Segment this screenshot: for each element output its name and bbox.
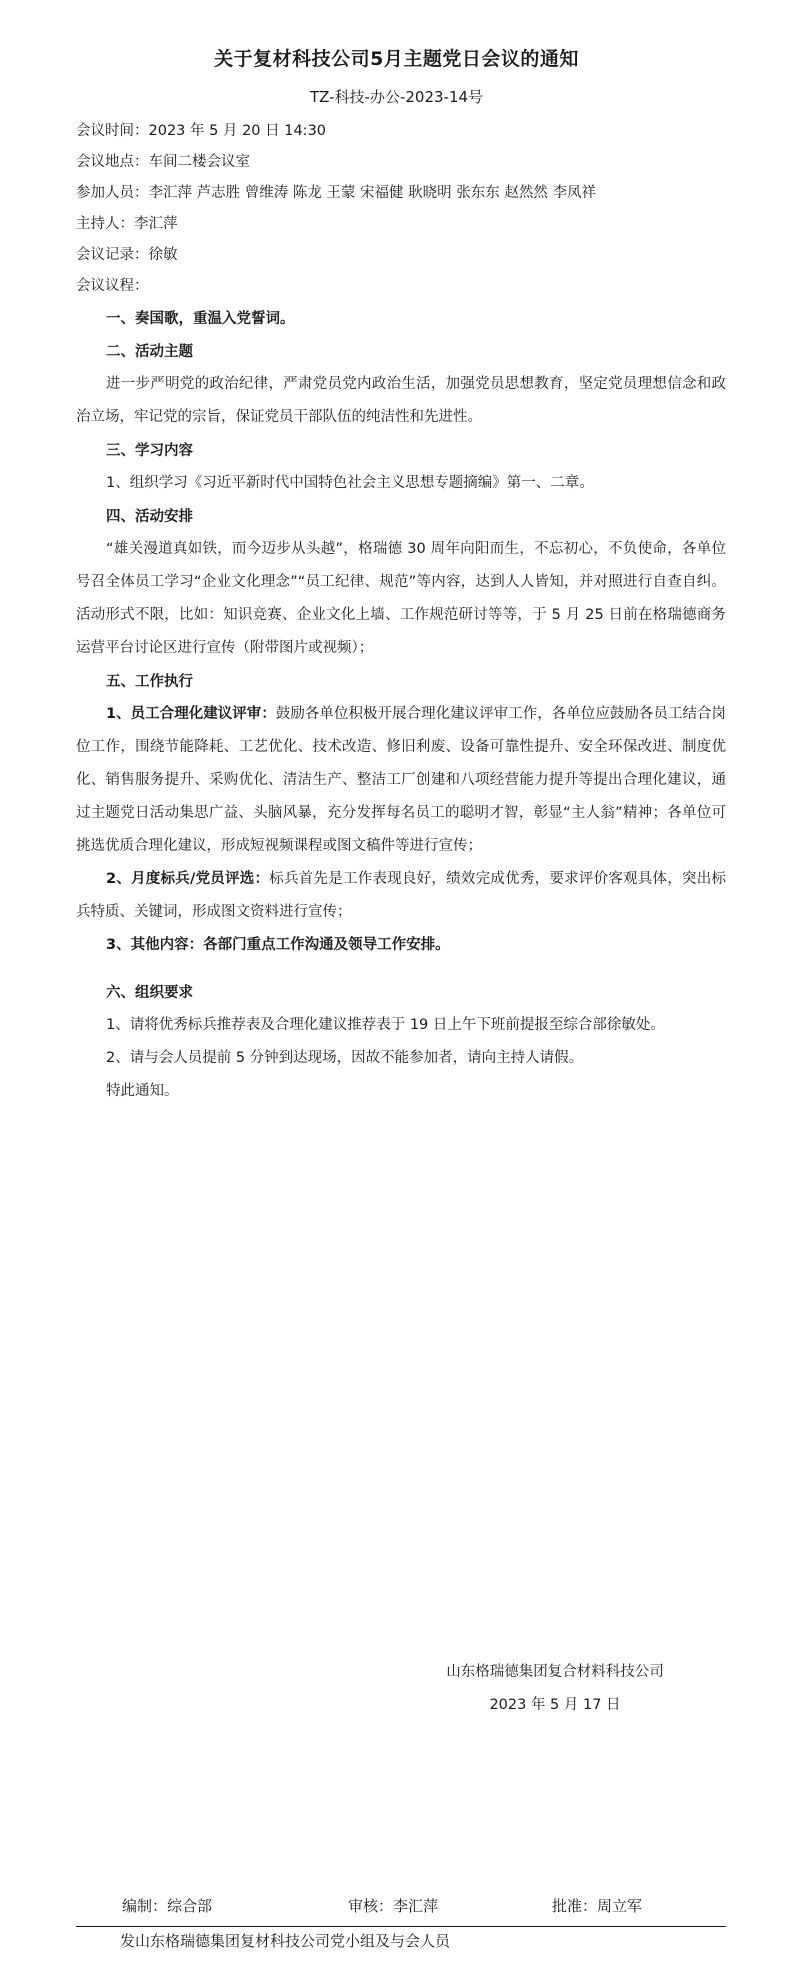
section-5-item-2 bbox=[76, 863, 726, 929]
section-5-item-2-body: 标兵首先是工作表现良好，绩效完成优秀，要求评价客观具体，突出标兵特质、关键词，形成图文资料进行宣传； bbox=[76, 871, 726, 920]
meeting-host: 主持人：李汇萍 bbox=[76, 216, 178, 232]
footer-prepared-by: 编制：综合部 bbox=[122, 1897, 213, 1915]
meeting-recorder: 会议记录：徐敏 bbox=[76, 247, 178, 263]
notice-body bbox=[76, 116, 726, 1108]
section-5-item-1 bbox=[76, 698, 726, 863]
footer-reviewed-by: 审核：李汇萍 bbox=[348, 1897, 439, 1915]
section-2-heading: 二、活动主题 bbox=[106, 344, 193, 360]
meeting-place: 会议地点：车间二楼会议室 bbox=[76, 154, 250, 170]
section-4-heading: 四、活动安排 bbox=[106, 509, 193, 525]
document-number: TZ-科技-办公-2023-14号 bbox=[309, 88, 484, 106]
meeting-attendees: 参加人员：李汇萍 芦志胜 曾维涛 陈龙 王蒙 宋福健 耿晓明 张东东 赵然然 李凤祥 bbox=[76, 185, 596, 201]
section-6-item-1: 1、请将优秀标兵推荐表及合理化建议推荐表于 19 日上午下班前提报至综合部徐敏处。 bbox=[106, 1017, 665, 1033]
signature-org: 山东格瑞德集团复合材料科技公司 bbox=[446, 1664, 664, 1680]
document-title: 关于复材科技公司5月主题党日会议的通知 bbox=[214, 48, 579, 70]
meeting-agenda-label: 会议议程： bbox=[76, 278, 149, 294]
footer-approved-by: 批准：周立军 bbox=[552, 1897, 643, 1915]
section-5-item-1-lead: 1、员工合理化建议评审： bbox=[106, 706, 276, 722]
section-6-heading: 六、组织要求 bbox=[106, 985, 193, 1001]
section-6-item-2: 2、请与会人员提前 5 分钟到达现场，因故不能参加者，请向主持人请假。 bbox=[106, 1050, 584, 1066]
spacer bbox=[76, 962, 726, 976]
section-5-item-1-body: 鼓励各单位积极开展合理化建议评审工作，各单位应鼓励各员工结合岗位工作，围绕节能降耗、工艺优化、技术改造、修旧利废、设备可靠性提升、安全环保改进、制度优化、销售服务提升、采购优化、清洁生产、整洁工厂创建和八项经营能力提升等提出合理化建议，通过主题党日活动集思广益、头脑风暴，充分发挥每名员工的聪明才智，彰显“主人翁”精神；各单位可挑选优质合理化建议，形成短视频课程或图文稿件等进行宣传； bbox=[76, 706, 727, 854]
section-1-heading: 一、奏国歌，重温入党誓词。 bbox=[106, 311, 295, 327]
section-4-body: “雄关漫道真如铁，而今迈步从头越”，格瑞德 30 周年向阳而生，不忘初心，不负使命，各单位号召全体员工学习“企业文化理念”“员工纪律、规范”等内容，达到人人皆知，并对照进行自查自纠。活动形式不限，比如：知识竞赛、企业文化上墙、工作规范研讨等等，于 5 月 25 日前在格瑞德商务运营平台讨论区进行宣传（附带图片或视频）； bbox=[76, 541, 726, 656]
closing-text: 特此通知。 bbox=[106, 1083, 179, 1099]
signature-date: 2023 年 5 月 17 日 bbox=[489, 1697, 621, 1713]
section-3-body: 1、组织学习《习近平新时代中国特色社会主义思想专题摘编》第一、二章。 bbox=[106, 475, 594, 491]
section-2-body: 进一步严明党的政治纪律，严肃党员党内政治生活，加强党员思想教育，坚定党员理想信念和政治立场，牢记党的宗旨，保证党员干部队伍的纯洁性和先进性。 bbox=[76, 376, 726, 425]
section-5-item-2-lead: 2、月度标兵/党员评选： bbox=[106, 871, 270, 887]
footer-approvals bbox=[0, 1895, 793, 1925]
section-5-heading: 五、工作执行 bbox=[106, 674, 193, 690]
section-5-item-3: 3、其他内容：各部门重点工作沟通及领导工作安排。 bbox=[106, 937, 450, 953]
meeting-time: 会议时间：2023 年 5 月 20 日 14:30 bbox=[76, 123, 327, 139]
section-3-heading: 三、学习内容 bbox=[106, 443, 193, 459]
footer-distribution: 发山东格瑞德集团复材科技公司党小组及与会人员 bbox=[120, 1932, 451, 1950]
footer-divider bbox=[76, 1926, 726, 1927]
